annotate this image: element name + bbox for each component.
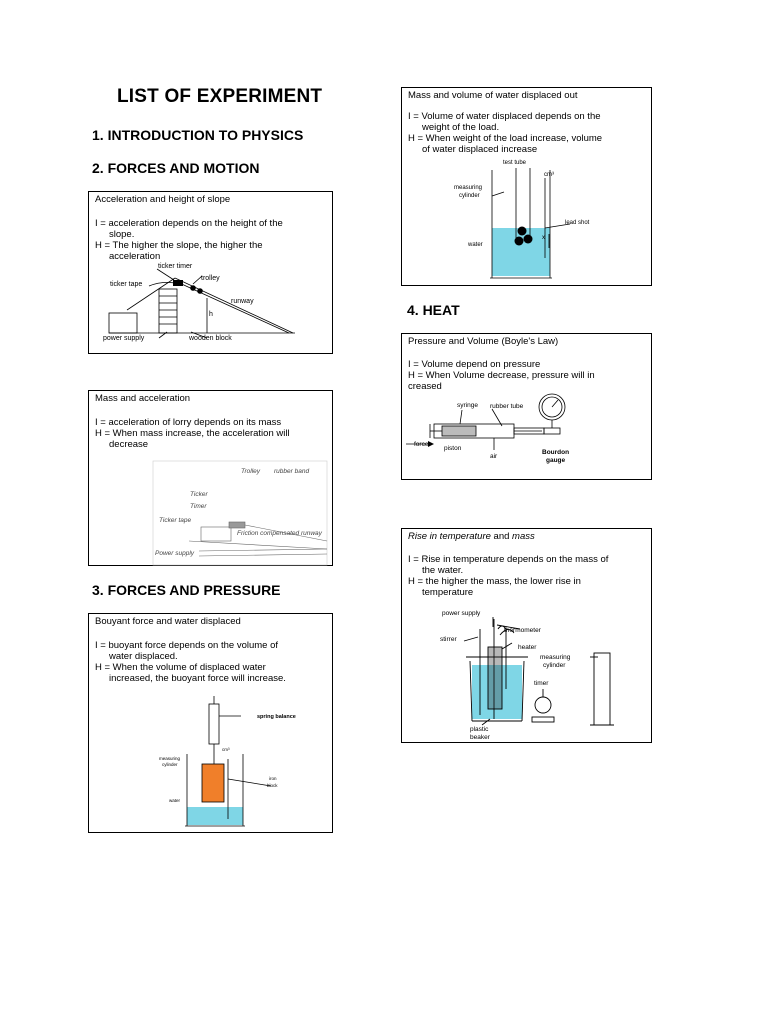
svg-text:cylinder: cylinder: [162, 762, 178, 767]
svg-text:trolley: trolley: [201, 275, 220, 282]
experiment-box-displaced: [401, 87, 652, 286]
svg-text:Trolley: Trolley: [241, 468, 261, 475]
svg-text:timer: timer: [534, 680, 549, 687]
svg-text:plastic: plastic: [470, 726, 489, 733]
experiment-box-buoyant: [88, 613, 333, 833]
experiment-title: Mass and acceleration: [95, 393, 191, 404]
experiment-title: Rise in temperature and mass: [408, 531, 535, 542]
svg-text:Timer: Timer: [190, 503, 207, 510]
svg-text:heater: heater: [518, 644, 537, 651]
experiment-box-mass: [88, 390, 333, 566]
hypothesis-text: I = Volume of water displaced depends on the weight of the load. H = When weight of the load increase, volume of water displaced increase: [408, 111, 603, 155]
experiment-box-temperature: [401, 528, 652, 743]
hypothesis-text: I = buoyant force depends on the volume of water displaced. H = When the volume of displaced water increased, the buoyant force will increase.: [95, 640, 286, 684]
svg-text:power supply: power supply: [103, 335, 145, 342]
svg-text:cylinder: cylinder: [543, 662, 566, 669]
displaced-apparatus-diagram: [402, 88, 653, 287]
svg-text:beaker: beaker: [470, 734, 490, 741]
svg-text:Ticker tape: Ticker tape: [159, 517, 192, 524]
svg-text:syringe: syringe: [457, 402, 478, 409]
buoyant-apparatus-diagram: [89, 614, 334, 834]
svg-text:Bourdon: Bourdon: [542, 449, 570, 456]
experiment-title: Acceleration and height of slope: [95, 194, 231, 205]
temperature-apparatus-diagram: [402, 529, 653, 744]
svg-text:cm³: cm³: [222, 747, 230, 752]
section-heading-heat: 4. HEAT: [407, 302, 460, 318]
svg-text:spring balance: spring balance: [257, 714, 296, 720]
svg-text:water: water: [169, 798, 181, 803]
svg-text:stirrer: stirrer: [440, 636, 457, 643]
svg-text:measuring: measuring: [159, 756, 181, 761]
svg-text:wooden block: wooden block: [189, 335, 232, 342]
svg-text:Power supply: Power supply: [155, 550, 195, 557]
experiment-box-slope: [88, 191, 333, 354]
svg-text:iron: iron: [269, 776, 277, 781]
experiment-title: Bouyant force and water displaced: [95, 616, 241, 627]
svg-text:gauge: gauge: [546, 457, 566, 464]
svg-text:lead shot: lead shot: [565, 220, 590, 226]
svg-text:cylinder: cylinder: [459, 193, 480, 199]
svg-text:Friction compensated runway: Friction compensated runway: [237, 530, 322, 537]
section-heading-forces-motion: 2. FORCES AND MOTION: [92, 160, 260, 176]
svg-text:Ticker: Ticker: [190, 491, 208, 498]
mass-apparatus-diagram: [89, 391, 334, 567]
svg-text:piston: piston: [444, 445, 462, 452]
svg-text:thermometer: thermometer: [504, 627, 541, 634]
experiment-title: Mass and volume of water displaced out: [408, 90, 578, 101]
svg-text:measuring: measuring: [454, 185, 483, 191]
svg-text:ticker tape: ticker tape: [110, 281, 143, 288]
svg-text:rubber band: rubber band: [274, 468, 310, 475]
hypothesis-text: I = Rise in temperature depends on the mass of the water. H = the higher the mass, the lower rise in temperature: [408, 554, 609, 598]
slope-apparatus-diagram: [89, 192, 334, 355]
boyle-apparatus-diagram: [402, 334, 653, 481]
experiment-title: Pressure and Volume (Boyle's Law): [408, 336, 559, 347]
svg-text:cm³: cm³: [544, 172, 554, 178]
svg-text:runway: runway: [231, 298, 254, 305]
svg-text:water: water: [468, 242, 483, 248]
page-title: LIST OF EXPERIMENT: [117, 86, 323, 107]
svg-text:power supply: power supply: [442, 610, 481, 617]
svg-text:x: x: [542, 235, 545, 241]
svg-text:force: force: [414, 441, 429, 448]
svg-text:ticker timer: ticker timer: [158, 263, 193, 270]
experiment-box-boyle: [401, 333, 652, 480]
svg-text:h: h: [209, 311, 213, 318]
hypothesis-text: I = acceleration of lorry depends on its mass H = When mass increase, the acceleration will decrease: [95, 417, 290, 450]
hypothesis-text: I = Volume depend on pressure H = When Volume decrease, pressure will in creased: [408, 359, 595, 392]
section-heading-introduction: 1. INTRODUCTION TO PHYSICS: [92, 127, 304, 143]
svg-text:measuring: measuring: [540, 654, 571, 661]
svg-text:block: block: [267, 783, 278, 788]
section-heading-forces-pressure: 3. FORCES AND PRESSURE: [92, 582, 281, 598]
svg-text:rubber tube: rubber tube: [490, 403, 524, 410]
svg-text:air: air: [490, 453, 498, 460]
svg-text:test tube: test tube: [503, 160, 527, 166]
hypothesis-text: I = acceleration depends on the height of the slope. H = The higher the slope, the higher the acceleration: [95, 218, 283, 262]
